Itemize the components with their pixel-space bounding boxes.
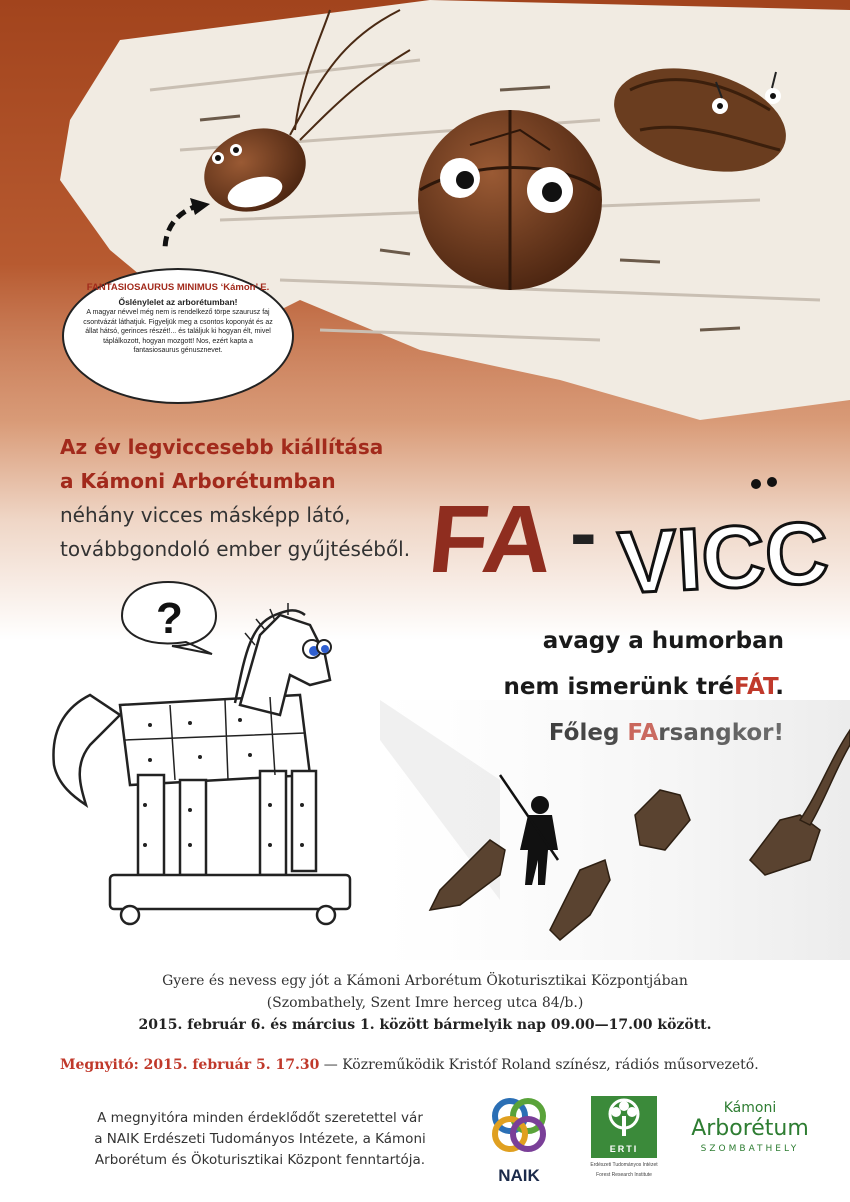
intro-text [60,430,410,566]
footer-line-1: A megnyitóra minden érdeklődőt szeretettel vár [97,1110,423,1126]
tagline-line-1: avagy a humorban [542,628,784,654]
title-dash: - [570,488,597,577]
title-fa: FA [424,486,559,593]
title-fa-vicc [424,462,850,613]
bubble-subtitle: Őslénylelet az arborétumban! [118,297,238,307]
erti-small-1: Erdészeti Tudományos Intézet [590,1162,658,1168]
footer-line-2: a NAIK Erdészeti Tudományos Intézete, a Kámoni [94,1131,426,1147]
info-address: (Szombathely, Szent Imre herceg utca 84/b.) [266,995,584,1011]
intro-line-3: néhány vicces másképp látó, [60,503,351,527]
bubble-title: FANTASIOSAURUS MINIMUS ‘Kámon’ E. [86,282,270,293]
naik-label: NAIK [498,1166,540,1185]
tagline-fat: FÁT [733,674,776,700]
tagline-line-2c: . [775,674,784,700]
info-line-1: Gyere és nevess egy jót a Kámoni Arborétum Ökoturisztikai Központjában [162,973,688,989]
trojan-horse-illustration [30,575,360,955]
arbo-kamoni: Kámoni [723,1100,777,1116]
arboretum-logo [680,1100,820,1180]
arbo-name: Arborétum [691,1116,809,1141]
intro-line-4: továbbgondoló ember gyűjtéséből. [60,537,411,561]
tree-icon [591,1096,657,1142]
erti-box [591,1096,657,1158]
tagline-line-2a: nem ismerünk tré [503,674,734,700]
opening-line [60,1057,820,1073]
footer-line-3: Arborétum és Ökoturisztikai Központ fenntartója. [94,1152,426,1168]
arbo-city: SZOMBATHELY [700,1144,800,1154]
event-info [0,970,850,1036]
intro-line-1: Az év legviccesebb kiállítása [60,435,384,459]
bottom-photo [380,700,850,960]
title-vicc: VICC [615,502,831,613]
footer-invitation [60,1108,460,1171]
naik-logo [486,1092,552,1186]
info-dates: 2015. február 6. és március 1. között bármelyik nap 09.00—17.00 között. [138,1017,712,1033]
opening-rest: — Közreműködik Kristóf Roland színész, rádiós műsorvezető. [319,1057,759,1073]
erti-label: ERTI [609,1144,639,1154]
bubble-body: A magyar névvel még nem is rendelkező törpe szaurusz faj csontvázát láthatjuk. Figyeljük meg a csontos koponyát és az állat hátsó, gerinces részét!... és találjuk ki hogyan élt, mivel táplálkozott, hogyan mozgott! Nos, ezért kapta a fantasiosaurus génusznevet. [83,309,273,354]
intro-line-2: a Kámoni Arborétumban [60,469,336,493]
info-bubble [62,268,294,404]
question-mark: ? [156,594,183,643]
naik-rings-icon [486,1092,552,1158]
erti-logo [588,1096,660,1184]
opening-label: Megnyitó: 2015. február 5. 17.30 [60,1057,320,1073]
erti-small-2: Forest Research Institute [596,1172,652,1178]
